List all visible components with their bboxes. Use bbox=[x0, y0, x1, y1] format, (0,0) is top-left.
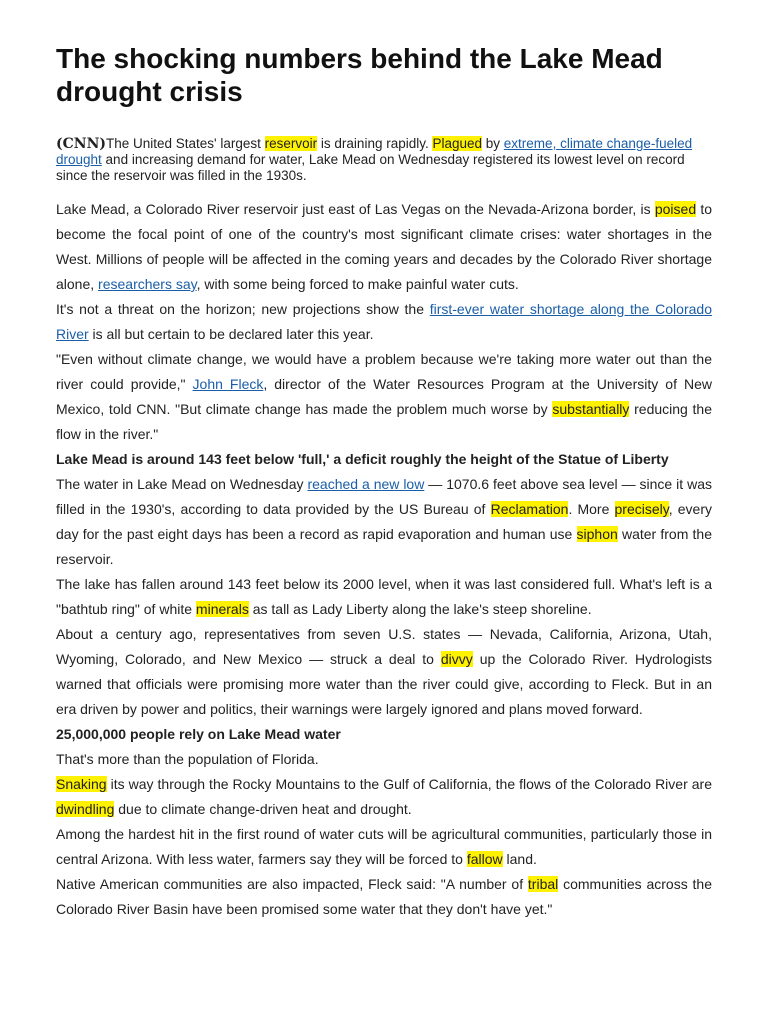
text-run: to become the focal point of one of the country's most significant climate crises: water shortages in the West. Millions of people will be affected in the coming years and decades by the Colorado River shortage alone, bbox=[56, 201, 712, 292]
text-run: up the Colorado River. Hydrologists warned that officials were promising more water than the river could give, according to Fleck. But in an era driven by power and politics, their warnings were largely ignored and plans moved forward. bbox=[56, 651, 713, 717]
article-body bbox=[56, 136, 712, 922]
text-run: . More bbox=[568, 501, 615, 517]
inline-link[interactable]: first-ever water shortage along the Colorado River bbox=[56, 301, 712, 342]
inline-link[interactable]: researchers say bbox=[98, 276, 197, 292]
inline-link[interactable]: John Fleck bbox=[192, 376, 264, 392]
inline-link[interactable]: extreme, climate change-fueled drought bbox=[56, 136, 693, 167]
text-run: The United States' largest bbox=[105, 136, 265, 151]
section-heading bbox=[56, 447, 712, 472]
highlighted-word: tribal bbox=[527, 876, 559, 892]
text-run: The water in Lake Mead on Wednesday bbox=[56, 476, 308, 492]
body-paragraph bbox=[56, 572, 712, 622]
lead-paragraph bbox=[56, 136, 712, 184]
highlighted-word: dwindling bbox=[56, 801, 115, 817]
text-run: Lake Mead, a Colorado River reservoir just east of Las Vegas on the Nevada-Arizona border, is bbox=[56, 201, 655, 217]
highlighted-word: Plagued bbox=[432, 136, 483, 151]
text-run: It's not a threat on the horizon; new projections show the bbox=[56, 301, 430, 317]
highlighted-word: reservoir bbox=[264, 136, 318, 151]
section-heading bbox=[56, 722, 712, 747]
body-paragraph bbox=[56, 747, 712, 772]
highlighted-word: poised bbox=[654, 201, 697, 217]
text-run: land. bbox=[502, 851, 537, 867]
text-run: is draining rapidly. bbox=[317, 136, 433, 151]
source-label: (CNN) bbox=[56, 136, 106, 152]
text-run: its way through the Rocky Mountains to the Gulf of California, the flows of the Colorado River are bbox=[106, 776, 712, 792]
text-run: "Even without climate change, we would have a problem because we're taking more water out than the river could provide," bbox=[56, 351, 712, 392]
text-run: as tall as Lady Liberty along the lake's steep shoreline. bbox=[248, 601, 592, 617]
text-run: , director of the Water Resources Program at the University of New Mexico, told CNN. "But climate change has made the problem much worse by bbox=[56, 376, 712, 417]
highlighted-word: divvy bbox=[440, 651, 473, 667]
highlighted-word: Snaking bbox=[56, 776, 107, 792]
body-paragraph bbox=[56, 772, 712, 822]
text-run: That's more than the population of Florida. bbox=[56, 751, 319, 767]
text-run: reducing the flow in the river." bbox=[56, 401, 712, 442]
text-run: , every day for the past eight days has been a record as rapid evaporation and human use bbox=[56, 501, 712, 542]
text-run: — 1070.6 feet above sea level — since it was filled in the 1930's, according to data provided by the US Bureau of bbox=[56, 476, 712, 517]
text-run: 25,000,000 people rely on Lake Mead water bbox=[56, 726, 341, 742]
text-run: due to climate change-driven heat and drought. bbox=[114, 801, 412, 817]
body-paragraph bbox=[56, 622, 712, 722]
text-run: Lake Mead is around 143 feet below 'full,' a deficit roughly the height of the Statue of Liberty bbox=[56, 451, 669, 467]
text-run: communities across the Colorado River Basin have been promised some water that they don't have yet." bbox=[56, 876, 712, 917]
body-paragraph bbox=[56, 472, 712, 572]
body-paragraph bbox=[56, 872, 712, 922]
text-run: , with some being forced to make painful water cuts. bbox=[196, 276, 519, 292]
body-paragraph bbox=[56, 822, 712, 872]
text-run: Among the hardest hit in the first round of water cuts will be agricultural communities, particularly those in central Arizona. With less water, farmers say they will be forced to bbox=[56, 826, 712, 867]
text-run: and increasing demand for water, Lake Mead on Wednesday registered its lowest level on record since the reservoir was filled in the 1930s. bbox=[56, 152, 685, 183]
text-run: Native American communities are also impacted, Fleck said: "A number of bbox=[56, 876, 528, 892]
body-paragraph bbox=[56, 297, 712, 347]
text-run: water from the reservoir. bbox=[56, 526, 712, 567]
highlighted-word: precisely bbox=[614, 501, 669, 517]
highlighted-word: minerals bbox=[195, 601, 249, 617]
highlighted-word: fallow bbox=[466, 851, 503, 867]
highlighted-word: siphon bbox=[576, 526, 618, 542]
inline-link[interactable]: reached a new low bbox=[307, 476, 425, 492]
article-title: The shocking numbers behind the Lake Mead drought crisis bbox=[56, 43, 663, 107]
highlighted-word: substantially bbox=[552, 401, 630, 417]
highlighted-word: Reclamation bbox=[490, 501, 569, 517]
body-paragraph bbox=[56, 197, 712, 297]
body-paragraph bbox=[56, 347, 712, 447]
text-run: by bbox=[482, 136, 504, 151]
text-run: About a century ago, representatives from seven U.S. states — Nevada, California, Arizona, Utah, Wyoming, Colorado, and New Mexico — struck a deal to bbox=[56, 626, 712, 667]
text-run: The lake has fallen around 143 feet below its 2000 level, when it was last considered full. What's left is a "bathtub ring" of white bbox=[56, 576, 712, 617]
text-run: is all but certain to be declared later this year. bbox=[88, 326, 374, 342]
